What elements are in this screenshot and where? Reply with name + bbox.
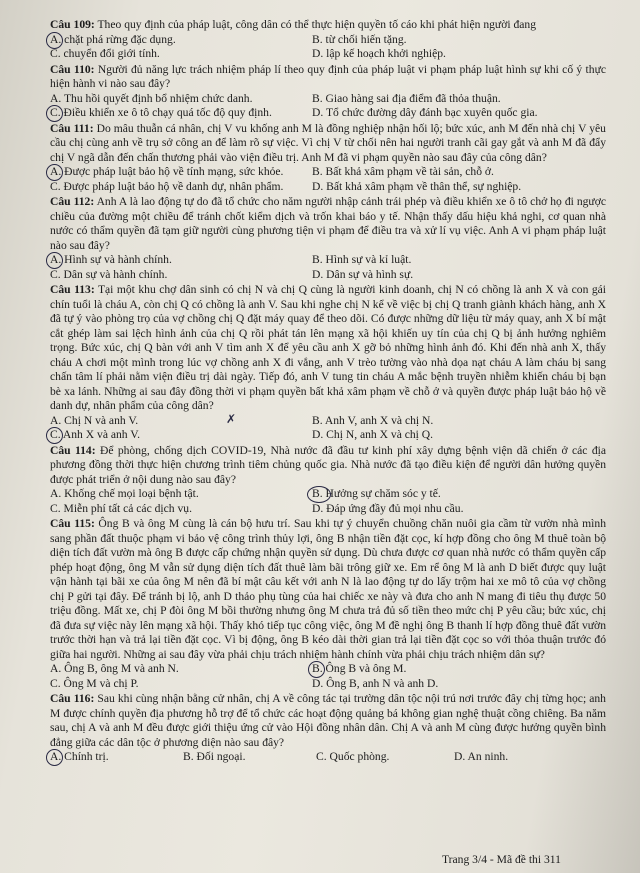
page-footer: Trang 3/4 - Mã đề thi 311 — [442, 853, 561, 866]
option-a[interactable]: A. Được pháp luật bảo hộ về tính mạng, sức khỏe. — [50, 165, 312, 180]
answer-options — [50, 165, 606, 194]
option-b[interactable]: B. Bất khả xâm phạm về tài sản, chỗ ở. — [312, 165, 494, 178]
answer-options — [50, 253, 606, 282]
question-text: Câu 116: Sau khi cùng nhận bằng cử nhân, chị A về công tác tại trường dân tộc nội trú nơi trước đây chị từng học; anh M được chính quyền địa phương hỗ trợ để tổ chức các hoạt động quảng bá không gian nghệ thuật cồng chiêng. Ba năm sau, chị A và anh M đều được giới thiệu ứng cử vào Hội đồng nhân dân. Chị A và anh M cùng được hưởng quyền bình đẳng giữa các dân tộc ở phương diện nào sau đây? — [50, 692, 606, 749]
answer-circle-mark — [46, 105, 63, 122]
option-c[interactable]: C. Ông M và chị P. — [50, 676, 139, 690]
question-number: Câu 113: — [50, 283, 95, 296]
option-d[interactable]: D. Bất khả xâm phạm về thân thể, sự nghiệp. — [312, 179, 522, 193]
answer-circle-mark — [46, 164, 63, 181]
option-a[interactable]: A. chặt phá rừng đặc dụng. — [50, 33, 312, 48]
option-a[interactable]: A. Chị N và anh V. ✗ — [50, 411, 237, 427]
option-b[interactable]: B. Giao hàng sai địa điểm đã thỏa thuận. — [312, 91, 501, 105]
answer-circle-mark — [46, 252, 63, 269]
question-116 — [50, 692, 606, 765]
option-b[interactable]: B. Ông B và ông M. — [312, 662, 606, 677]
question-number: Câu 114: — [50, 443, 96, 457]
question-number: Câu 109: — [50, 18, 95, 31]
answer-options — [50, 92, 606, 121]
answer-circle-mark — [46, 427, 63, 444]
answer-circle-mark — [307, 486, 331, 503]
question-number: Câu 116: — [50, 692, 95, 705]
option-c[interactable]: C. chuyển đổi giới tính. — [50, 47, 160, 60]
cross-mark-icon: ✗ — [226, 411, 237, 426]
option-d[interactable]: D. Đáp ứng đầy đủ mọi nhu cầu. — [312, 501, 464, 515]
question-text: Câu 114: Để phòng, chống dịch COVID-19, Nhà nước đã đầu tư kinh phí xây dựng bệnh viện dã chiến ở các địa phương đồng thời thực hiện chương trình tiêm chủng quốc gia. Nhà nước đã tạo điều kiện để người dân hưởng quyền được phát triển ở nội dung nào sau đây? — [50, 443, 606, 486]
question-115 — [50, 517, 606, 691]
option-b[interactable]: B. Đối ngoại. — [183, 750, 246, 763]
option-b[interactable]: B. từ chối hiến tặng. — [312, 32, 407, 46]
option-d[interactable]: D. An ninh. — [454, 750, 509, 763]
answer-options — [50, 411, 606, 443]
option-c[interactable]: C. Miễn phí tất cả các dịch vụ. — [50, 501, 192, 515]
answer-circle-mark — [46, 749, 63, 766]
option-c[interactable]: C. Quốc phòng. — [316, 750, 390, 763]
answer-options — [50, 662, 606, 691]
question-109 — [50, 18, 606, 62]
option-d[interactable]: D. Tổ chức đường dây đánh bạc xuyên quốc gia. — [312, 106, 538, 119]
question-number: Câu 110: — [50, 62, 95, 76]
option-d[interactable]: D. Ông B, anh N và anh D. — [312, 676, 439, 690]
option-b[interactable]: B. Hình sự và kỉ luật. — [312, 253, 412, 266]
option-b[interactable]: B. Anh V, anh X và chị N. — [312, 413, 434, 427]
option-a[interactable]: A. Chính trị. — [50, 750, 183, 765]
option-c[interactable]: C. Điều khiển xe ô tô chạy quá tốc độ quy định. — [50, 106, 312, 121]
question-number: Câu 111: — [50, 121, 94, 135]
question-text: Câu 115: Ông B và ông M cùng là cán bộ hưu trí. Sau khi tự ý chuyển chuồng chăn nuôi gia cầm từ vườn nhà mình sang phần đất thuộc phạm vi bảo vệ công trình thủy lợi, ông B nhận tiền đặt cọc, kí hợp đồng cho ông M thuê toàn bộ diện tích đất vườn mà ông B được cấp chứng nhận quyền sử dụng. Dù chưa được cơ quan nhà nước có thẩm quyền cấp phép hoạt động, ông M vẫn sử dụng diện tích đất thuê làm bãi trông giữ xe. Em rể ông M là anh D biết được quy luật vận hành tại bãi xe của ông M nên đã bí mật câu kết với anh N là lao động tự do lấy trộm hai xe mô tô của vợ chồng chị P gửi tại đây. Để tránh bị lộ, anh D thảo phụ tùng của hai chiếc xe này và đưa cho anh N mang đi tiêu thụ được 50 triệu đồng. Mất xe, chị P đòi ông M bồi thường nhưng ông M chưa trả đủ số tiền theo mức chị P yêu cầu; bức xúc, chị đã đưa sự việc này lên mạng xã hội. Thấy khó tiếp tục công việc, ông M đề nghị ông B thanh lí hợp đồng thuê đất vườn trước thời hạn và trả lại tiền đặt cọc. Vì bị động, ông B kéo dài thời gian trả lại tiền đặt cọc so với thỏa thuận trước đó giữa hai người. Những ai sau đây vừa phải chịu trách nhiệm hành chính vừa phải chịu trách nhiệm dân sự? — [50, 517, 606, 661]
answer-options — [50, 33, 606, 62]
question-text: Câu 109: Theo quy định của pháp luật, công dân có thể thực hiện quyền tố cáo khi phát hiện người đang — [50, 18, 537, 31]
option-a[interactable]: A. Thu hồi quyết định bổ nhiệm chức danh. — [50, 91, 253, 105]
answer-circle-mark — [46, 32, 63, 49]
option-c[interactable]: C. Được pháp luật bảo hộ về danh dự, nhân phẩm. — [50, 179, 284, 193]
question-list — [50, 18, 606, 766]
option-a[interactable]: A. Ông B, ông M và anh N. — [50, 662, 179, 675]
question-number: Câu 112: — [50, 195, 95, 208]
option-d[interactable]: D. lập kế hoạch khởi nghiệp. — [312, 47, 446, 60]
question-113 — [50, 283, 606, 443]
option-c[interactable]: C. Dân sự và hành chính. — [50, 267, 168, 281]
question-number: Câu 115: — [50, 517, 95, 530]
answer-options — [50, 487, 606, 516]
question-112 — [50, 195, 606, 282]
question-111 — [50, 122, 606, 195]
option-d[interactable]: D. Dân sự và hình sự. — [312, 267, 414, 281]
answer-options — [50, 750, 606, 765]
question-text: Câu 113: Tại một khu chợ dân sinh có chị N và chị Q cùng là người kinh doanh, chị N có chồng là anh X và con gái chín tuổi là cháu A, còn chị Q có chồng là anh V. Sau khi nghe chị N kể về việc bị chị Q tranh giành khách hàng, anh X đã tự ý vào phòng trọ của vợ chồng chị Q đặt máy quay để theo dõi. Có được những dữ liệu từ máy quay, anh X bí mật cắt ghép làm sai lệch hình ảnh của chị Q rồi phát tán lên mạng xã hội khiến uy tín của chị Q bị ảnh hưởng nghiêm trọng. Bức xúc, chị Q bàn với anh V tìm anh X để yêu cầu anh X gỡ bỏ những hình ảnh đó. Khi đến nhà anh X, thấy cháu A chơi một mình trong lúc vợ chồng anh X đi vắng, anh V trèo tường vào nhà dọa nạt cháu A làm cháu bị sang chấn tâm lí phải nằm viện điều trị dài ngày. Tiếp đó, anh V tung tin cháu A mắc bệnh truyền nhiễm khiến cháu bị bạn bè xa lánh. Những ai sau đây đồng thời vi phạm quyền bất khả xâm phạm về chỗ ở và quyền được pháp luật bảo hộ về danh dự, nhân phẩm của công dân? — [50, 283, 606, 412]
option-c[interactable]: C. Anh X và anh V. — [50, 428, 312, 443]
question-110 — [50, 63, 606, 121]
question-text: Câu 110: Người đủ năng lực trách nhiệm pháp lí theo quy định của pháp luật vi phạm pháp luật hình sự khi cố ý thực hiện hành vi nào sau đây? — [50, 62, 606, 90]
option-b[interactable]: B. Hưởng sự chăm sóc y tế. — [312, 487, 606, 502]
question-114 — [50, 444, 606, 517]
question-text: Câu 111: Do mâu thuẫn cá nhân, chị V vu khống anh M là đồng nghiệp nhận hối lộ; bức xúc, anh M đến nhà chị V yêu cầu chị cùng anh về trụ sở công an để làm rõ sự việc. Vì chị V từ chối nên hai người tranh cãi gay gắt và anh M đã đẩy chị V ngã dẫn đến chấn thương phải vào viện điều trị. Anh M đã vi phạm quyền nào sau đây của công dân? — [50, 121, 606, 164]
option-a[interactable]: A. Khống chế mọi loại bệnh tật. — [50, 487, 199, 500]
option-a[interactable]: A. Hình sự và hành chính. — [50, 253, 312, 268]
answer-circle-mark — [308, 661, 325, 678]
question-text: Câu 112: Anh A là lao động tự do đã tổ chức cho năm người nhập cảnh trái phép và điều khiển xe ô tô chở họ đi ngược chiều của đường một chiều để tránh chốt kiểm dịch và trốn khai báo y tế. Nhận thấy dấu hiệu khả nghi, cơ quan nhà nước có thẩm quyền đã tạm giữ người cùng phương tiện vi phạm để điều tra và xử lí vụ việc. Anh A vi phạm pháp luật nào sau đây? — [50, 195, 606, 252]
option-d[interactable]: D. Chị N, anh X và chị Q. — [312, 428, 434, 441]
